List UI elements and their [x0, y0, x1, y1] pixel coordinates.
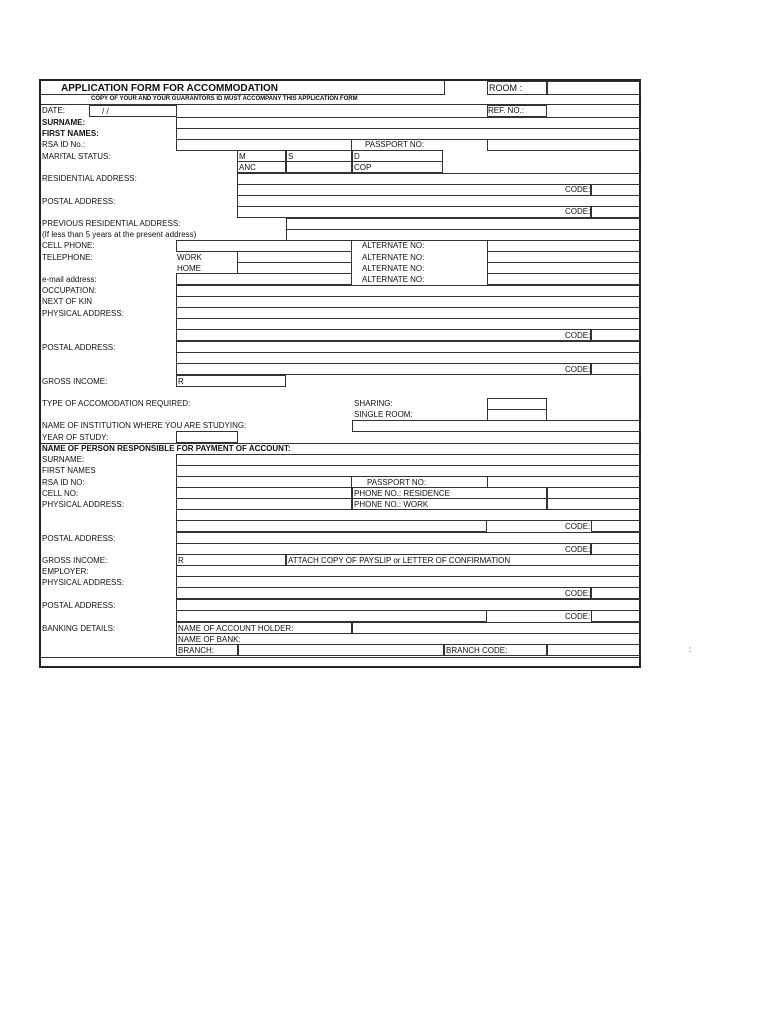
passport-input[interactable] [487, 139, 641, 151]
kin-physical-address-label: PHYSICAL ADDRESS: [42, 309, 124, 318]
home-label: HOME [177, 264, 201, 273]
employer-label: EMPLOYER: [42, 567, 89, 576]
code-label: CODE: [565, 207, 591, 216]
first-names-label: FIRST NAMES: [42, 129, 99, 138]
gross-income-input[interactable] [176, 375, 286, 387]
resp-gross-income-label: GROSS INCOME: [42, 556, 108, 565]
branch-input[interactable] [238, 644, 444, 656]
form-title: APPLICATION FORM FOR ACCOMMODATION [61, 83, 279, 94]
single-room-label: SINGLE ROOM: [354, 410, 413, 419]
email-input[interactable] [176, 273, 352, 285]
resp-first-names-label: FIRST NAMES [42, 466, 96, 475]
kin-physical-address-input-3[interactable] [176, 329, 591, 341]
branch-code-input[interactable] [547, 644, 641, 656]
alternate-label: ALTERNATE NO: [362, 275, 425, 284]
employer-postal-address-input-2[interactable] [176, 610, 487, 622]
marital-option-blank[interactable] [286, 161, 352, 173]
rsa-id-label: RSA ID No.: [42, 140, 86, 149]
postal-address-label: POSTAL ADDRESS: [42, 197, 116, 206]
code-label: CODE: [565, 522, 591, 531]
resp-phone-residence-label: PHONE NO.: RESIDENCE [354, 489, 451, 498]
code-label: CODE: [565, 365, 591, 374]
currency-label: R [178, 377, 184, 386]
kin-postal-code-input[interactable] [591, 363, 641, 375]
telephone-label: TELEPHONE: [42, 253, 93, 262]
email-label: e-mail address: [42, 275, 97, 284]
room-value-input[interactable] [547, 81, 641, 95]
divider [41, 443, 641, 444]
employer-postal-code-input[interactable] [591, 610, 641, 622]
marital-option-cop[interactable] [352, 161, 443, 173]
resp-cell-label: CELL NO: [42, 489, 79, 498]
branch-label-box [176, 644, 238, 656]
previous-address-note: (If less than 5 years at the present address) [42, 230, 197, 239]
marital-status-label: MARITAL STATUS: [42, 152, 111, 161]
employer-physical-code-input[interactable] [591, 587, 641, 599]
year-of-study-input[interactable] [176, 431, 238, 443]
resp-phone-work-label: PHONE NO.: WORK [354, 500, 429, 509]
title-box [41, 81, 445, 95]
accommodation-type-label: TYPE OF ACCOMODATION REQUIRED: [42, 399, 191, 408]
ref-label: REF. NO.: [488, 106, 525, 115]
sharing-label: SHARING: [354, 399, 393, 408]
kin-postal-address-input-3[interactable] [176, 363, 591, 375]
postal-address-input-2[interactable] [237, 206, 591, 218]
code-label: CODE: [565, 612, 591, 621]
work-label: WORK [177, 253, 202, 262]
resp-rsa-id-label: RSA ID NO: [42, 478, 85, 487]
alternate-label: ALTERNATE NO: [362, 253, 425, 262]
passport-label: PASSPORT NO: [365, 140, 425, 149]
employer-postal-address-label: POSTAL ADDRESS: [42, 601, 116, 610]
date-placeholder: / / [102, 107, 109, 116]
previous-address-label: PREVIOUS RESIDENTIAL ADDRESS: [42, 219, 181, 228]
employer-physical-address-input-2[interactable] [176, 587, 591, 599]
code-label: CODE: [565, 589, 591, 598]
cell-phone-label: CELL PHONE: [42, 241, 95, 250]
residential-address-label: RESIDENTIAL ADDRESS: [42, 174, 137, 183]
form-subtitle: COPY OF YOUR AND YOUR GUARANTORS ID MUST ACCOMPANY THIS APPLICATION FORM [91, 96, 358, 102]
kin-physical-code-input[interactable] [591, 329, 641, 341]
branch-code-label: BRANCH CODE: [446, 646, 508, 655]
alternate-label: ALTERNATE NO: [362, 264, 425, 273]
room-label: ROOM : [489, 83, 522, 93]
resp-physical-address-input-3[interactable] [176, 520, 487, 532]
stray-mark: : [689, 645, 692, 654]
kin-postal-address-label: POSTAL ADDRESS: [42, 343, 116, 352]
resp-surname-label: SURNAME: [42, 455, 85, 464]
account-holder-label: NAME OF ACCOUNT HOLDER: [178, 624, 294, 633]
ref-input[interactable] [487, 105, 547, 117]
date-input[interactable] [89, 105, 177, 117]
employer-physical-address-label: PHYSICAL ADDRESS: [42, 578, 124, 587]
resp-physical-address-label: PHYSICAL ADDRESS: [42, 500, 124, 509]
divider [41, 657, 641, 658]
marital-option-m-label: M [239, 152, 246, 161]
year-of-study-label: YEAR OF STUDY: [42, 433, 109, 442]
code-label: CODE: [565, 185, 591, 194]
resp-passport-label: PASSPORT NO: [367, 478, 427, 487]
branch-code-label-box [444, 644, 547, 656]
alternate-input-4[interactable] [487, 273, 641, 285]
resp-postal-address-label: POSTAL ADDRESS: [42, 534, 116, 543]
room-input[interactable] [487, 81, 547, 95]
marital-option-s-label: S [288, 152, 294, 161]
surname-label: SURNAME: [42, 118, 86, 127]
postal-code-input[interactable] [591, 206, 641, 218]
application-form [39, 79, 641, 668]
institution-input[interactable] [352, 420, 641, 432]
marital-option-anc-label: ANC [239, 163, 256, 172]
marital-option-anc[interactable] [237, 161, 286, 173]
next-of-kin-label: NEXT OF KIN [42, 297, 93, 306]
code-label: CODE: [565, 545, 591, 554]
alternate-label: ALTERNATE NO: [362, 241, 425, 250]
currency-label: R [178, 556, 184, 565]
code-label: CODE: [565, 331, 591, 340]
branch-label: BRANCH: [178, 646, 215, 655]
marital-option-d-label: D [354, 152, 360, 161]
bank-name-label: NAME OF BANK: [178, 635, 241, 644]
occupation-label: OCCUPATION: [42, 286, 97, 295]
resp-physical-code-input[interactable] [591, 520, 641, 532]
attach-note: ATTACH COPY OF PAYSLIP or LETTER OF CONFIRMATION [288, 556, 511, 565]
date-label: DATE: [42, 106, 65, 115]
marital-option-cop-label: COP [354, 163, 372, 172]
gross-income-label: GROSS INCOME: [42, 377, 108, 386]
institution-label: NAME OF INSTITUTION WHERE YOU ARE STUDYING: [42, 421, 247, 430]
responsible-heading: NAME OF PERSON RESPONSIBLE FOR PAYMENT OF ACCOUNT: [42, 444, 291, 453]
banking-details-label: BANKING DETAILS: [42, 624, 116, 633]
